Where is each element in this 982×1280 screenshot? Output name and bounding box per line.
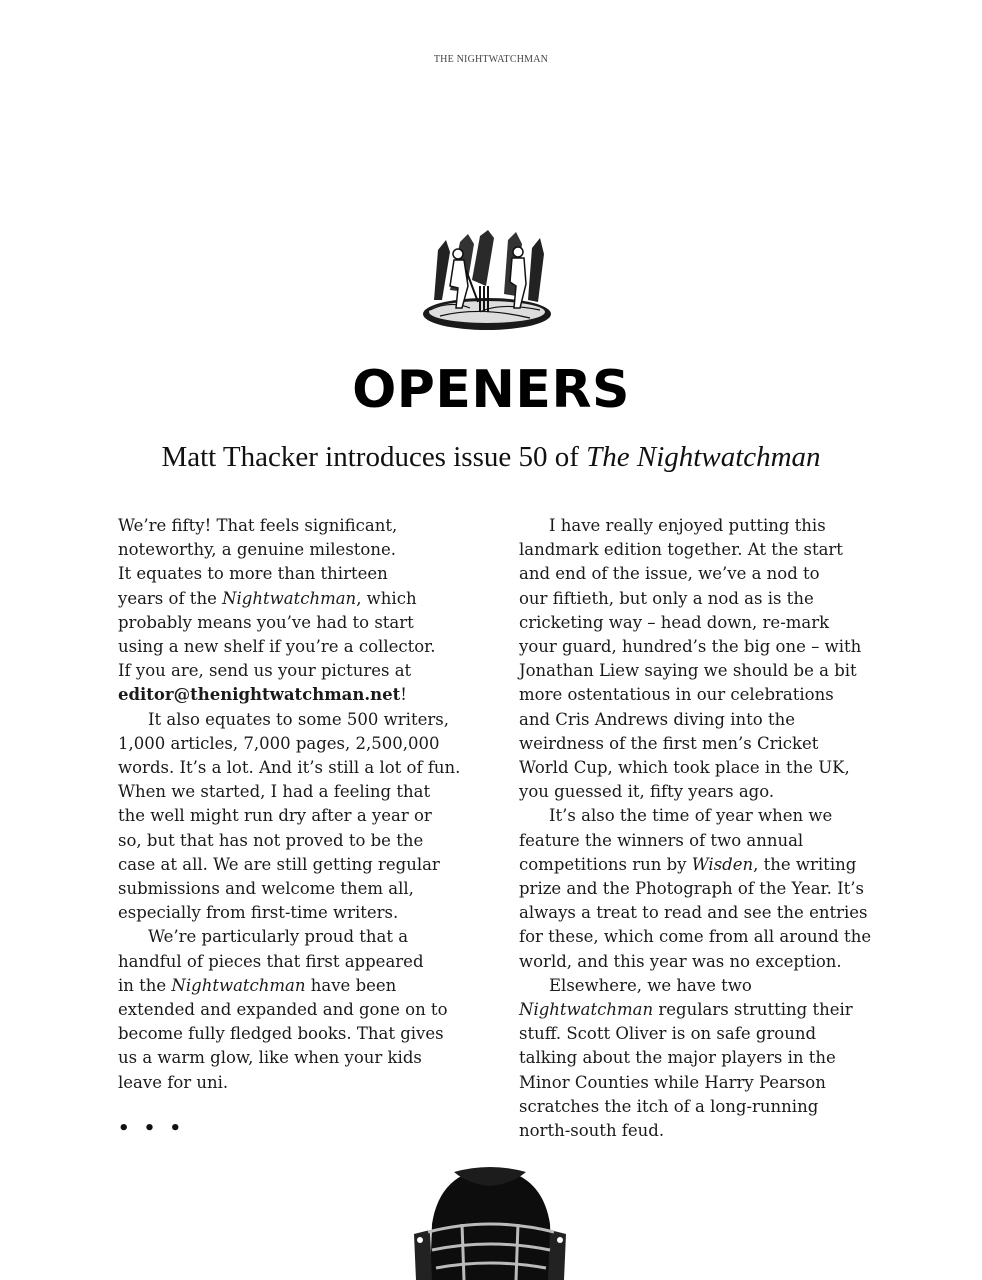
body-line: you guessed it, fifty years ago. bbox=[519, 782, 775, 802]
body-line: weirdness of the first men’s Cricket bbox=[519, 733, 819, 753]
left-column bbox=[118, 514, 468, 1095]
body-line: submissions and welcome them all, bbox=[118, 879, 414, 899]
body-line: and Cris Andrews diving into the bbox=[519, 709, 795, 729]
body-line: World Cup, which took place in the UK, bbox=[519, 758, 850, 778]
body-line: our fiftieth, but only a nod as is the bbox=[519, 588, 814, 608]
body-line: talking about the major players in the bbox=[519, 1048, 836, 1068]
body-line: stuff. Scott Oliver is on safe ground bbox=[519, 1024, 817, 1044]
editor-email-link[interactable]: editor@thenightwatchman.net bbox=[118, 685, 401, 705]
body-line: become fully fledged books. That gives bbox=[118, 1024, 444, 1044]
body-line: It equates to more than thirteen bbox=[118, 564, 388, 584]
subtitle-text: Matt Thacker introduces issue 50 of bbox=[161, 441, 587, 473]
body-line: the well might run dry after a year or bbox=[118, 806, 432, 826]
body-line: north-south feud. bbox=[519, 1121, 665, 1141]
body-line: feature the winners of two annual bbox=[519, 830, 804, 850]
body-line: more ostentatious in our celebrations bbox=[519, 685, 834, 705]
body-line: I have really enjoyed putting this bbox=[549, 516, 826, 535]
body-line: Jonathan Liew saying we should be a bit bbox=[519, 661, 857, 681]
right-column bbox=[519, 514, 872, 1143]
body-line: probably means you’ve had to start bbox=[118, 612, 414, 632]
subtitle-publication-name: The Nightwatchman bbox=[586, 441, 821, 473]
body-line: Elsewhere, we have two bbox=[549, 975, 752, 995]
body-line: prize and the Photograph of the Year. It’s bbox=[519, 879, 864, 899]
cricket-engraving-illustration bbox=[420, 230, 554, 332]
body-line: If you are, send us your pictures at bbox=[118, 661, 412, 681]
body-line: Nightwatchman regulars strutting their bbox=[519, 1000, 853, 1020]
body-line: When we started, I had a feeling that bbox=[118, 782, 431, 802]
section-separator: • • • bbox=[118, 1118, 186, 1139]
body-line: cricketing way – head down, re-mark bbox=[519, 612, 830, 632]
article-title: OPENERS bbox=[352, 360, 630, 420]
article-subtitle bbox=[0, 441, 982, 474]
body-line: words. It’s a lot. And it’s still a lot of fun. bbox=[118, 758, 461, 778]
body-line: landmark edition together. At the start bbox=[519, 540, 843, 560]
body-line: in the Nightwatchman have been bbox=[118, 975, 397, 995]
body-line: It also equates to some 500 writers, bbox=[148, 709, 449, 729]
body-line: handful of pieces that first appeared bbox=[118, 951, 424, 971]
body-line: We’re fifty! That feels significant, bbox=[118, 516, 398, 535]
body-line: case at all. We are still getting regular bbox=[118, 854, 440, 874]
body-line: It’s also the time of year when we bbox=[549, 806, 833, 826]
body-line: especially from first-time writers. bbox=[118, 903, 399, 923]
body-line: leave for uni. bbox=[118, 1072, 229, 1092]
body-line: always a treat to read and see the entries bbox=[519, 903, 868, 923]
body-line: using a new shelf if you’re a collector. bbox=[118, 637, 436, 657]
body-line: your guard, hundred’s the big one – with bbox=[519, 637, 862, 657]
body-line: Minor Counties while Harry Pearson bbox=[519, 1072, 826, 1092]
body-line: extended and expanded and gone on to bbox=[118, 1000, 448, 1020]
body-line: competitions run by Wisden, the writing bbox=[519, 854, 857, 874]
body-line: and end of the issue, we’ve a nod to bbox=[519, 564, 820, 584]
body-line: for these, which come from all around the bbox=[519, 927, 872, 947]
body-line: us a warm glow, like when your kids bbox=[118, 1048, 422, 1068]
body-line: scratches the itch of a long-running bbox=[519, 1096, 819, 1116]
body-line: 1,000 articles, 7,000 pages, 2,500,000 bbox=[118, 733, 440, 753]
body-line: so, but that has not proved to be the bbox=[118, 830, 424, 850]
body-line: world, and this year was no exception. bbox=[519, 951, 842, 971]
body-line: noteworthy, a genuine milestone. bbox=[118, 540, 396, 560]
body-line: We’re particularly proud that a bbox=[148, 927, 409, 947]
body-line: years of the Nightwatchman, which bbox=[118, 588, 417, 608]
body-line: editor@thenightwatchman.net! bbox=[118, 685, 407, 705]
batter-helmet-photo bbox=[392, 1164, 588, 1280]
running-header: THE NIGHTWATCHMAN bbox=[433, 54, 549, 65]
